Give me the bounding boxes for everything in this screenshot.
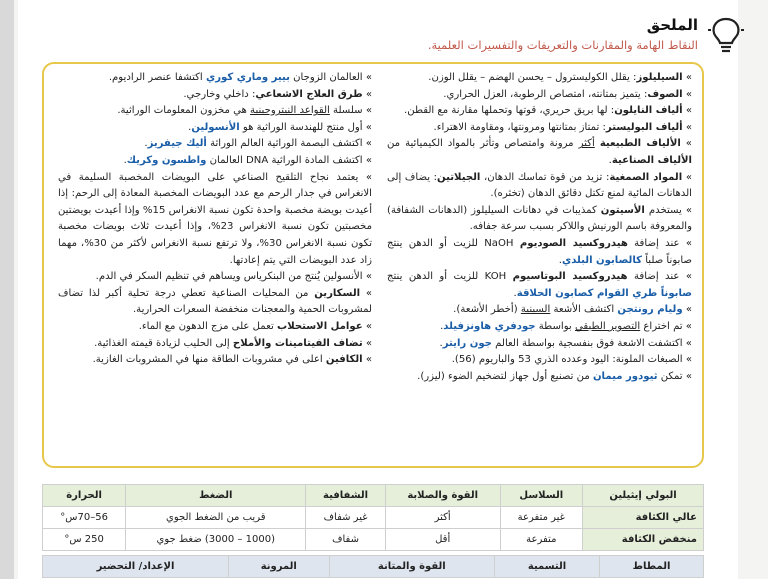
note-text: . (558, 254, 562, 266)
note-text: . (188, 121, 192, 133)
note-item (58, 336, 372, 353)
highlighted-term: واطسون وكريك (126, 154, 207, 166)
note-item (387, 103, 692, 120)
lightbulb-icon (708, 16, 744, 56)
note-item (58, 352, 372, 369)
note-item (387, 352, 692, 369)
note-item (387, 170, 692, 203)
underlined-term: السينية (520, 304, 551, 316)
table-header-cell: المرونة (228, 556, 329, 578)
note-text: » اكتشف المادة الوراثية DNA العالمان (206, 154, 372, 166)
highlighted-term: كالصابون البلدي (561, 254, 642, 266)
note-text: : يقلل الكوليسترول – يحسن الهضم – يقلل الوزن. (428, 72, 637, 83)
table-cell: 56–70س° (43, 507, 126, 529)
table-header-cell: السلاسل (500, 485, 583, 507)
appendix-header (104, 12, 744, 62)
note-item (58, 269, 372, 286)
note-text: . (608, 154, 612, 166)
note-text: تعمل على مزج الدهون مع الماء. (138, 320, 278, 332)
highlighted-term: بيير وماري كوري (205, 72, 290, 83)
page-subtitle: النقاط الهامة والمقارنات والتعريفات والتفسيرات العلمية. (427, 38, 698, 52)
note-text: » يعتمد نجاح التلقيح الصناعي على البويضات المخصبة السليمة في الانغراس في جدار الرحم مع عدد البويضات المخصبة المعادة إلى الرحم: إذا أعيدت بويضة مخصبة واحدة تكون نسبة الانغراس 15% وإذا أعيدت بويضتين مخصبتين تكون نسبة الانغراس 23%، وإذا أعيدت ثلاث بويضات مخصبة تكون نسبة الانغراس 30%، ولا ترتفع نسبة الانغراس لأكثر من 30%، مهما زاد عدد البويضات التي يتم إعادتها. (58, 171, 372, 266)
table-header-row (43, 485, 704, 507)
note-item (387, 120, 692, 137)
notes-column-right (387, 70, 692, 385)
table-header-cell: البولي إيثيلين (583, 485, 704, 507)
table-header-cell: القوة والصلابة (385, 485, 500, 507)
notes-column-left (58, 70, 372, 369)
table-header-cell: الضغط (126, 485, 306, 507)
bold-term: ألياف البوليستر (605, 121, 683, 133)
note-item (387, 236, 692, 269)
note-text: إلى الحليب لزيادة قيمته الغذائية. (94, 337, 233, 349)
highlighted-term: جون رايتر (442, 337, 492, 349)
note-item (387, 87, 692, 104)
notes-box (42, 62, 704, 468)
note-text: : يضاف إلى الدهانات المائية لمنع تكتل دقائق الدهان (تخثره). (387, 171, 692, 200)
note-text: » أول منتج للهندسة الوراثية هو (239, 121, 372, 133)
bold-term: السيليلوز (636, 72, 683, 83)
table-row (43, 507, 704, 529)
table-header-cell: المطاط (600, 556, 704, 578)
note-text: اكتشفا عنصر الراديوم. (108, 72, 206, 83)
note-text: » (362, 354, 372, 366)
note-text: . (123, 154, 127, 166)
bold-term: الصوف (647, 88, 683, 100)
note-text: » (682, 88, 692, 100)
bold-term: السكارين (314, 287, 361, 299)
bold-term: الكافين (325, 354, 363, 366)
bold-term: الأسيتون (600, 204, 645, 216)
table-header-cell: الإعداد/ التحضير (43, 556, 229, 578)
table-cell: أقل (385, 529, 500, 551)
note-text: KOH للزيت أو الدهن ينتج (387, 271, 513, 283)
bold-term: الألياف الصناعية (611, 154, 692, 166)
highlighted-term: جودفري هاونزفيلد (443, 320, 536, 332)
note-text: » سلسلة (329, 105, 372, 117)
note-item (387, 269, 692, 302)
table-row-header: عالي الكثافة (583, 507, 704, 529)
note-text: اعلى في مشروبات الطاقة منها في المشروبات الغازية. (92, 354, 326, 366)
note-text: » (362, 88, 372, 100)
table-cell: أكثر (385, 507, 500, 529)
note-item (387, 336, 692, 353)
note-text: » (682, 121, 692, 133)
note-text: » عند إضافة (627, 271, 692, 283)
note-text: » (362, 320, 372, 332)
note-item (387, 70, 692, 87)
note-text: » اكتشفت الاشعة فوق بنفسجية بواسطة العالم (491, 337, 692, 349)
fibers-table (42, 555, 704, 578)
table-header-cell: القوة والمتانة (329, 556, 494, 578)
note-item (58, 136, 372, 153)
page-edge (0, 0, 14, 579)
polyethylene-table (42, 484, 704, 551)
bold-term: الألياف الطبيعية (599, 138, 681, 150)
table-header-cell: الشفافية (306, 485, 386, 507)
note-text: : لها بريق حريري، قوتها وتحملها مقارنة مع القطن. (404, 105, 615, 117)
note-text: بواسطة (535, 320, 575, 332)
note-text: : يتميز بمتانته، امتصاص الرطوبة، العزل الحراري. (443, 88, 648, 100)
note-item (58, 103, 372, 120)
note-text: » يستخدم (644, 204, 692, 216)
highlighted-term: أليك جيفريز (147, 138, 207, 150)
note-text: » عند إضافة (627, 237, 692, 249)
note-text: » (362, 337, 372, 349)
note-item (387, 319, 692, 336)
underlined-term: التصوير الطبقي (574, 320, 641, 332)
note-item (387, 203, 692, 236)
table-row-header: منخفض الكثافة (583, 529, 704, 551)
note-text: كمذيبات في دهانات السيليلوز (الدهانات الشفافة) والمعروفة باسم الورنيش واللاكر بسبب سرعة جفافه. (387, 204, 692, 233)
note-item (58, 87, 372, 104)
note-text: مرونة وامتصاص وتأثر بالمواد الكيميائية من (387, 138, 579, 150)
table-cell: شفاف (306, 529, 386, 551)
table-cell: غير متفرعة (500, 507, 583, 529)
note-text: . (440, 320, 444, 332)
table-cell: متفرعة (500, 529, 583, 551)
highlighted-term: صابوناً طري القوام كصابون الحلاقة (516, 287, 692, 299)
note-text: » الأنسولين يُنتج من البنكرياس ويساهم في تنظيم السكر في الدم. (95, 271, 372, 283)
table-row (43, 529, 704, 551)
note-text: هي مخزون المعلومات الوراثية. (117, 105, 251, 117)
table-cell: قريب من الضغط الجوي (126, 507, 306, 529)
table-cell: غير شفاف (306, 507, 386, 529)
table-cell: (1000 – 3000) ضغط جوي (126, 529, 306, 551)
note-text: » العالمان الزوجان (289, 72, 372, 83)
note-item (58, 286, 372, 319)
bold-term: هيدروكسيد البوتاسيوم (512, 271, 628, 283)
note-text: من تصنيع أول جهاز لتضخيم الضوء (ليزر). (417, 370, 593, 382)
bold-term: الجيلاتين (437, 171, 481, 183)
note-text: . (513, 287, 517, 299)
note-text: » الصبغات الملونة: اليود وعدده الذري 53 والباريوم (56). (451, 354, 692, 366)
note-text: . (144, 138, 148, 150)
note-text: » (682, 105, 692, 117)
note-text: » (682, 72, 692, 83)
note-text: (أخطر الأشعة). (453, 304, 521, 316)
note-text: . (439, 337, 443, 349)
note-item (387, 136, 692, 169)
bold-term: المواد الصمغية (609, 171, 683, 183)
bold-term: تضاف الفيتامينات والأملاح (232, 337, 363, 349)
note-item (58, 170, 372, 270)
note-item (58, 120, 372, 137)
bold-term: عوامل الاستحلاب (277, 320, 363, 332)
highlighted-term: الأنسولين (191, 121, 240, 133)
note-text: » (682, 304, 692, 316)
table-header-row (43, 556, 704, 578)
note-item (387, 369, 692, 386)
highlighted-term: ثيودور ميمان (592, 370, 658, 382)
note-item (58, 153, 372, 170)
bold-term: ألياف النايلون (614, 105, 683, 117)
note-text: » تم اختراع (640, 320, 692, 332)
note-text: » (682, 171, 692, 183)
note-text: : تزيد من قوة تماسك الدهان، (480, 171, 610, 183)
underlined-term: أكثر (578, 138, 595, 150)
highlighted-term: وليام رونتجن (617, 304, 683, 316)
note-text: : داخلي وخارجي. (183, 88, 256, 100)
bold-term: طرق العلاج الاشعاعي (255, 88, 363, 100)
note-text: » تمكن (657, 370, 692, 382)
note-text: من المحليات الصناعية تعطي درجة تحلية أكبر لذا تضاف لمشروبات الحمية والمعجنات منخفضة السعرات الحرارية. (58, 287, 372, 316)
table-header-cell: الحرارة (43, 485, 126, 507)
note-text: NaOH للزيت أو الدهن ينتج صابوناً صلباً (387, 237, 692, 266)
table-cell: 250 س° (43, 529, 126, 551)
note-item (387, 302, 692, 319)
page-title: الملحق (646, 16, 698, 34)
underlined-term: القواعد النيتروجينية (250, 105, 330, 117)
note-item (58, 70, 372, 87)
note-text: اكتشف الأشعة (550, 304, 618, 316)
note-text: » (360, 287, 372, 299)
note-item (58, 319, 372, 336)
note-text: » (680, 138, 692, 150)
note-text: : تمتاز بمتانتها ومرونتها، ومقاومة الاهتراء. (433, 121, 606, 133)
bold-term: هيدروكسيد الصوديوم (519, 237, 628, 249)
note-text: » اكتشف البصمة الوراثية العالم الوراثة (206, 138, 372, 150)
table-header-cell: التسمية (495, 556, 600, 578)
